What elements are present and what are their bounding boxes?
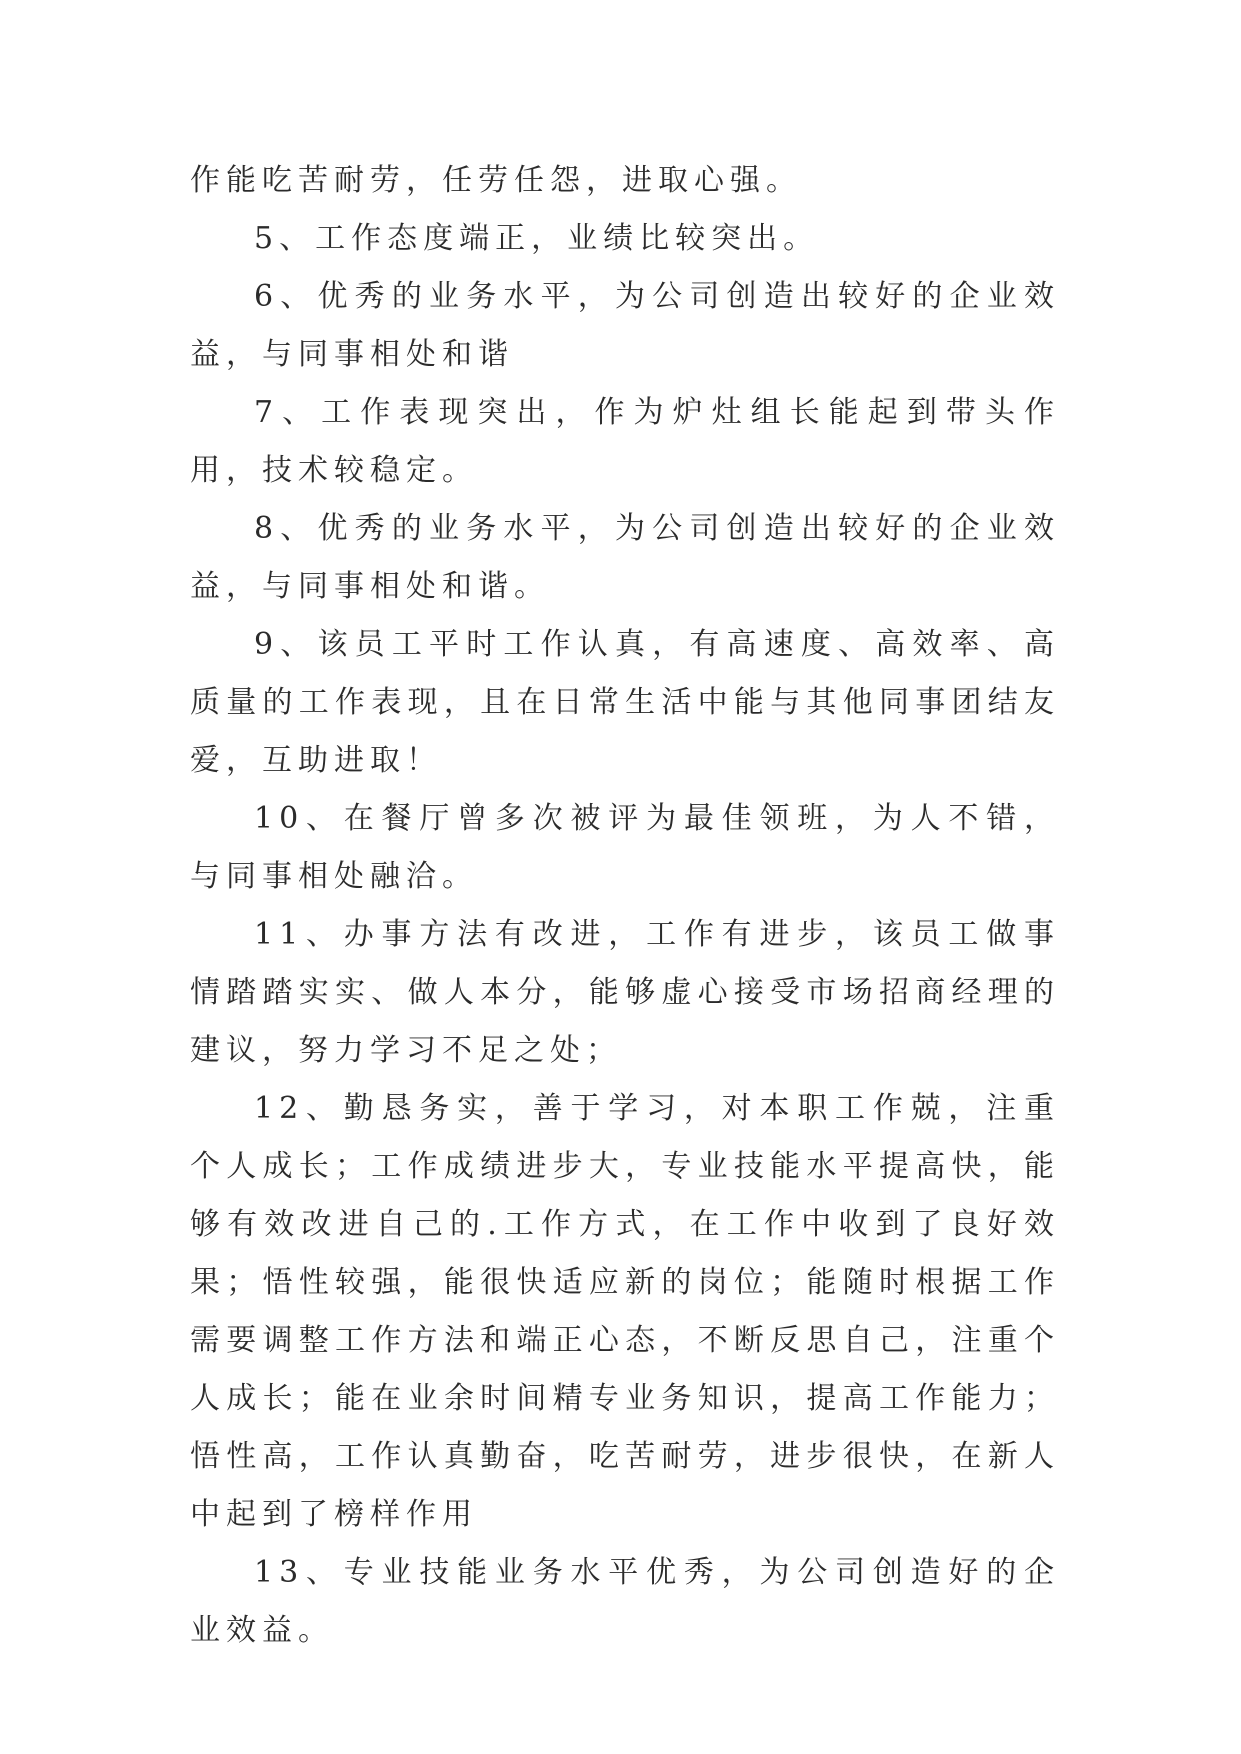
paragraph-item-6: 6、优秀的业务水平，为公司创造出较好的企业效益，与同事相处和谐 xyxy=(190,279,1060,372)
paragraph-continuation: 作能吃苦耐劳，任劳任怨，进取心强。 xyxy=(190,163,802,198)
document-page xyxy=(190,152,1060,1660)
paragraph-item-7: 7、工作表现突出，作为炉灶组长能起到带头作用，技术较稳定。 xyxy=(190,395,1060,488)
paragraph-item-13: 13、专业技能业务水平优秀，为公司创造好的企业效益。 xyxy=(190,1555,1060,1648)
paragraph-item-10: 10、在餐厅曾多次被评为最佳领班，为人不错，与同事相处融洽。 xyxy=(190,801,1060,894)
paragraph-item-9: 9、该员工平时工作认真，有高速度、高效率、高质量的工作表现，且在日常生活中能与其他同事团结友爱，互助进取！ xyxy=(190,627,1060,778)
paragraph-item-8: 8、优秀的业务水平，为公司创造出较好的企业效益，与同事相处和谐。 xyxy=(190,511,1060,604)
paragraph-item-5: 5、工作态度端正，业绩比较突出。 xyxy=(254,221,820,256)
paragraph-item-12: 12、勤恳务实，善于学习，对本职工作兢，注重个人成长；工作成绩进步大，专业技能水平提高快，能够有效改进自己的.工作方式，在工作中收到了良好效果；悟性较强，能很快适应新的岗位；能随时根据工作需要调整工作方法和端正心态，不断反思自己，注重个人成长；能在业余时间精专业务知识，提高工作能力；悟性高，工作认真勤奋，吃苦耐劳，进步很快，在新人中起到了榜样作用 xyxy=(190,1091,1060,1532)
paragraph-item-11: 11、办事方法有改进，工作有进步，该员工做事情踏踏实实、做人本分，能够虚心接受市场招商经理的建议，努力学习不足之处； xyxy=(190,917,1060,1068)
